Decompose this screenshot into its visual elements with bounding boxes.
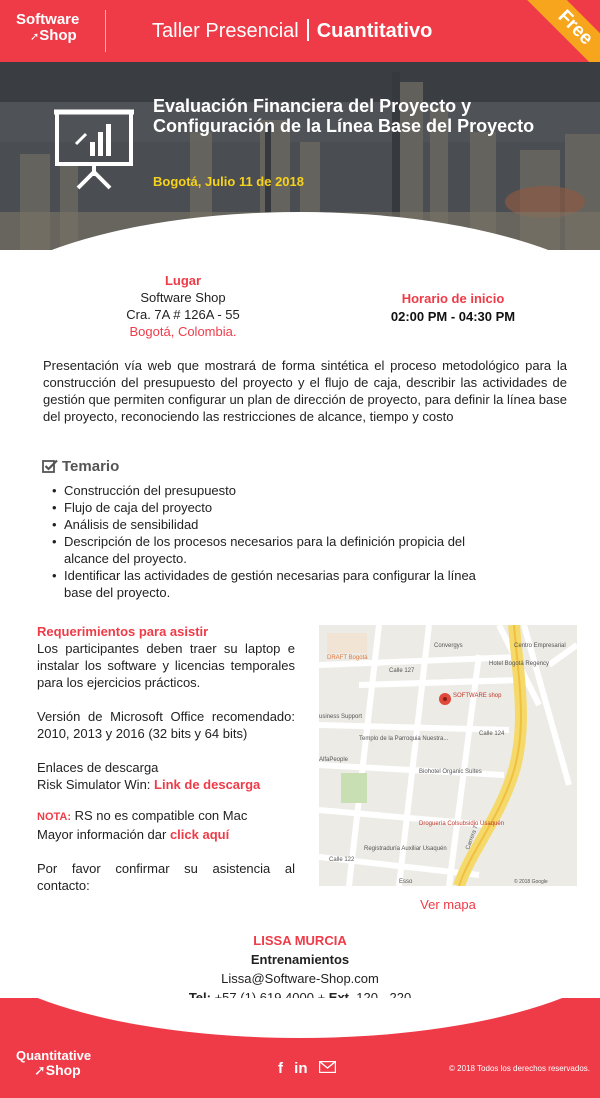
view-map-link[interactable]: Ver mapa bbox=[420, 897, 476, 912]
schedule-block bbox=[360, 290, 546, 326]
map-label-calle127: Calle 127 bbox=[389, 668, 415, 674]
map-label-hotel: Hotel Bogotá Regency bbox=[489, 661, 550, 667]
free-ribbon: Free bbox=[526, 0, 600, 62]
header-title-light: Taller Presencial bbox=[152, 20, 299, 42]
location-address: Cra. 7A # 126A - 55 bbox=[126, 307, 240, 322]
map-label-esso: Esso bbox=[399, 879, 413, 885]
social-links bbox=[278, 1059, 343, 1077]
schedule-label: Horario de inicio bbox=[401, 291, 505, 306]
map-copyright: © 2018 Google bbox=[514, 879, 548, 885]
map-label-draft: DRAFT Bogotá bbox=[327, 655, 368, 661]
nota-line bbox=[37, 807, 295, 826]
map-label-registraduria: Registraduría Auxiliar Usaquén bbox=[364, 846, 447, 852]
title-separator bbox=[307, 19, 309, 41]
event-title: Evaluación Financiera del Proyecto y Configuración de la Línea Base del Proyecto bbox=[153, 96, 535, 136]
agenda-item: • Identificar las actividades de gestión necesarias para configurar la línea base del proyecto. bbox=[52, 567, 507, 601]
event-description: Presentación vía web que mostrará de forma sintética el proceso metodológico para la construcción del presupuesto del proyecto y el flujo de caja, describir las actividades de gestión que permiten configurar un plan de dirección de proyecto, para definir la línea base del proyecto, reconociendo las restricciones de alcance, tiempo y costo bbox=[43, 358, 567, 424]
header-title-bold: Cuantitativo bbox=[316, 20, 433, 42]
software-shop-logo[interactable] bbox=[16, 12, 79, 45]
map-label-business: usiness Support bbox=[319, 714, 363, 720]
contact-block bbox=[150, 931, 450, 1007]
map-label-carrera7: Carrera 7 bbox=[465, 824, 480, 851]
map-label-alfa: AlfaPeople bbox=[319, 757, 349, 763]
agenda-item: • Construcción del presupuesto bbox=[52, 482, 507, 499]
linkedin-icon[interactable]: in bbox=[294, 1059, 308, 1077]
checkbox-icon bbox=[42, 459, 58, 473]
risk-simulator-line bbox=[37, 776, 295, 793]
footer-copyright: © 2018 Todos los derechos reservados. bbox=[449, 1064, 590, 1073]
agenda-title: Temario bbox=[62, 458, 120, 475]
requirements-title: Requerimientos para asistir bbox=[37, 624, 209, 639]
nota-text: RS no es compatible con Mac bbox=[71, 808, 248, 823]
contact-email[interactable]: Lissa@Software-Shop.com bbox=[221, 971, 379, 986]
map-label-biohotel: Biohotel Organic Suites bbox=[419, 769, 482, 775]
logo-line2: Shop bbox=[39, 27, 77, 44]
header-title bbox=[152, 19, 432, 43]
map-label-drogueria: Droguería Colsubsidio Usaquén bbox=[419, 821, 505, 827]
top-bar bbox=[0, 0, 600, 62]
map-label-calle124: Calle 124 bbox=[479, 731, 505, 737]
agenda-list bbox=[52, 482, 507, 601]
confirm-attendance-text: Por favor confirmar su asistencia al contacto: bbox=[37, 861, 295, 893]
footer bbox=[0, 998, 600, 1098]
contact-name: LISSA MURCIA bbox=[253, 933, 347, 948]
footer-logo-line2: Shop bbox=[45, 1062, 81, 1078]
map-label-templo: Templo de la Parroquia Nuestra... bbox=[359, 736, 449, 742]
agenda-item: • Flujo de caja del proyecto bbox=[52, 499, 507, 516]
agenda-heading bbox=[42, 458, 119, 475]
hero-banner bbox=[0, 62, 600, 250]
agenda-item: • Descripción de los procesos necesarios para la definición propicia del alcance del proyecto. bbox=[52, 533, 507, 567]
contact-role: Entrenamientos bbox=[250, 952, 350, 967]
presentation-board-icon bbox=[54, 104, 134, 190]
download-link[interactable]: Link de descarga bbox=[154, 777, 261, 792]
header-divider bbox=[105, 10, 106, 52]
more-info-line bbox=[37, 826, 295, 843]
map-graphic bbox=[319, 625, 577, 886]
logo-arrow-icon: ➚ bbox=[30, 31, 40, 43]
facebook-icon[interactable]: f bbox=[278, 1059, 283, 1077]
map-label-calle122: Calle 122 bbox=[329, 857, 355, 863]
location-block bbox=[90, 272, 276, 340]
requirements-office-text: Versión de Microsoft Office recomendado: 2010, 2013 y 2016 (32 bits y 64 bits) bbox=[37, 709, 295, 741]
map-label-centro: Centro Empresarial bbox=[514, 643, 566, 649]
more-info-text: Mayor información dar bbox=[37, 827, 170, 842]
location-city: Bogotá, Colombia. bbox=[129, 324, 237, 339]
downloads-label: Enlaces de descarga bbox=[37, 760, 159, 775]
email-icon[interactable] bbox=[319, 1060, 336, 1077]
requirements-laptop-text: Los participantes deben traer su laptop e instalar los software y licencias temporales para los ejercicios prácticos. bbox=[37, 641, 295, 690]
map-label-softshop: SOFTWARE shop bbox=[453, 693, 502, 699]
click-here-link[interactable]: click aquí bbox=[169, 827, 230, 842]
requirements-block bbox=[37, 623, 295, 894]
location-label: Lugar bbox=[164, 273, 202, 288]
location-name: Software Shop bbox=[140, 290, 226, 305]
footer-logo-line1: Quantitative bbox=[16, 1048, 92, 1063]
map-label-convergys: Convergys bbox=[434, 643, 463, 649]
location-map[interactable] bbox=[319, 625, 577, 886]
schedule-time: 02:00 PM - 04:30 PM bbox=[390, 309, 516, 324]
event-date: Bogotá, Julio 11 de 2018 bbox=[153, 174, 304, 189]
quantitative-shop-logo[interactable] bbox=[16, 1048, 91, 1078]
agenda-item: • Análisis de sensibilidad bbox=[52, 516, 507, 533]
logo-line1: Software bbox=[16, 11, 80, 28]
footer-logo-arrow-icon: ➚ bbox=[34, 1062, 46, 1078]
risk-simulator-label: Risk Simulator Win: bbox=[37, 777, 151, 792]
nota-label: NOTA: bbox=[37, 811, 72, 823]
